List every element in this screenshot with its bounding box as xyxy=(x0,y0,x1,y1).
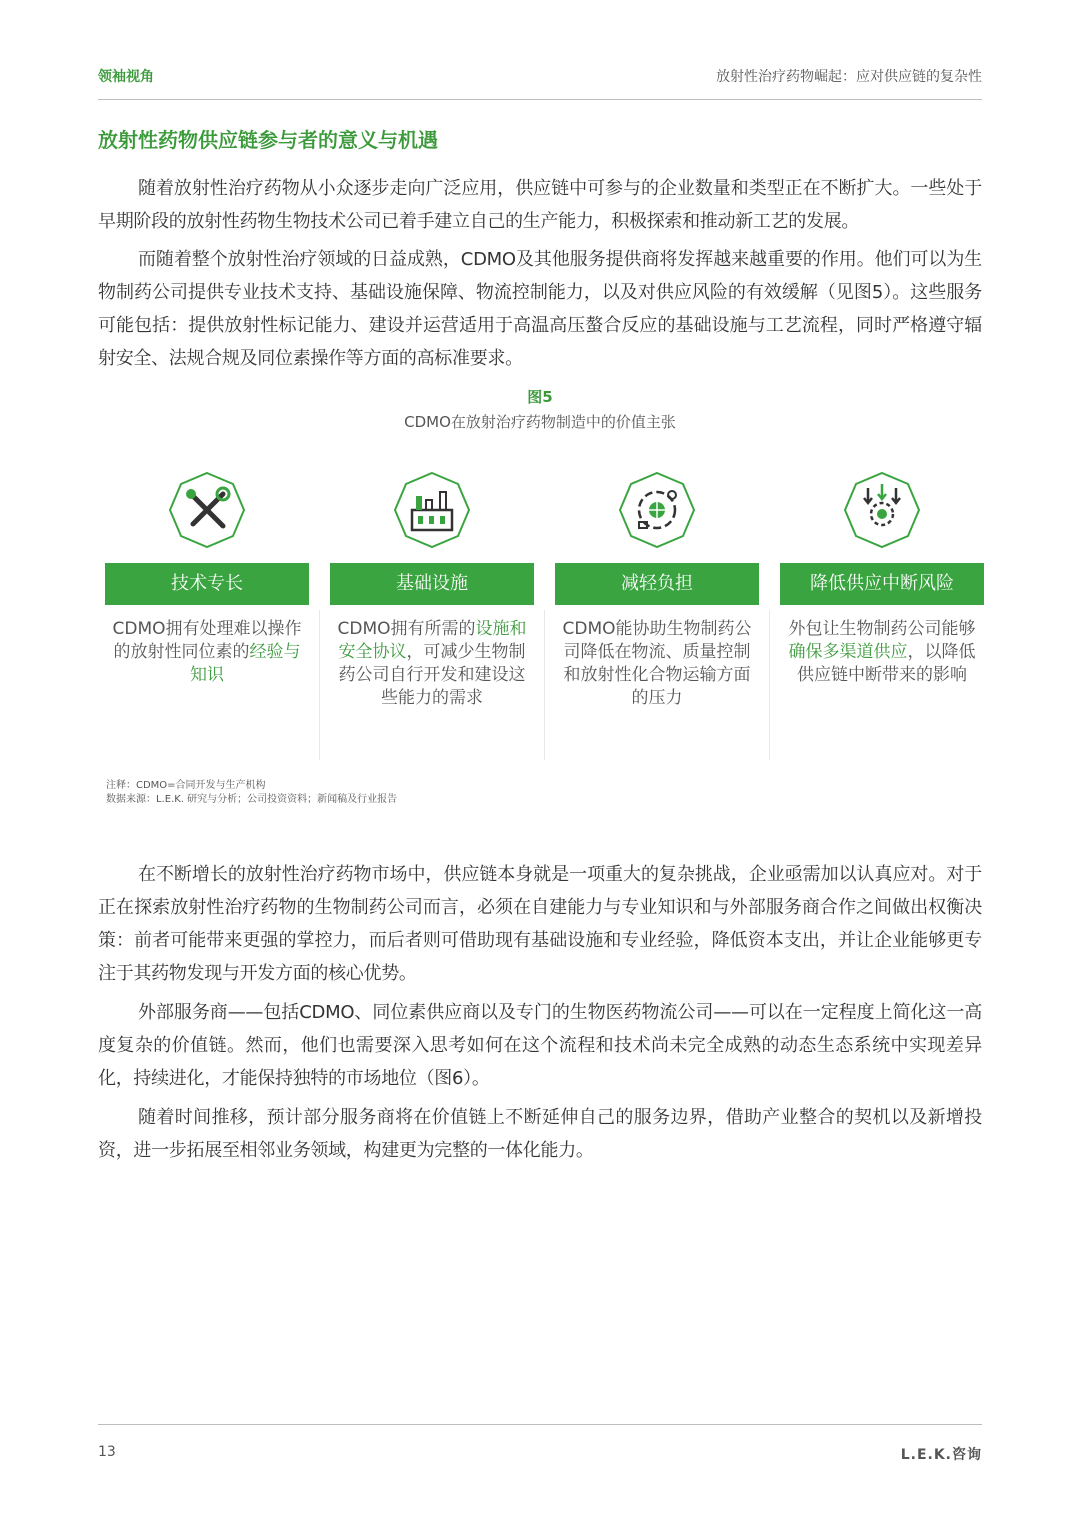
paragraph-1: 随着放射性治疗药物从小众逐步走向广泛应用，供应链中可参与的企业数量和类型正在不断扩大。一些处于早期阶段的放射性药物生物技术公司已着手建立自己的生产能力，积极探索和推动新工艺的发展。 xyxy=(98,178,982,232)
paragraph-3: 在不断增长的放射性治疗药物市场中，供应链本身就是一项重大的复杂挑战，企业亟需加以认真应对。对于正在探索放射性治疗药物的生物制药公司而言，必须在自建能力与专业知识和与外部服务商合作之间做出权衡决策：前者可能带来更强的掌控力，而后者则可借助现有基础设施和专业经验，降低资本支出，并让企业能够更专注于其药物发现与开发方面的核心优势。 xyxy=(98,864,982,984)
card-title: 降低供应中断风险 xyxy=(780,563,984,605)
card-divider xyxy=(319,610,320,760)
paragraph-2: 而随着整个放射性治疗领域的日益成熟，CDMO及其他服务提供商将发挥越来越重要的作用。他们可以为生物制药公司提供专业技术支持、基础设施保障、物流控制能力，以及对供应风险的有效缓解（见图5）。这些服务可能包括：提供放射性标记能力、建设并运营适用于高温高压螯合反应的基础设施与工艺流程，同时严格遵守辐射安全、法规合规及同位素操作等方面的高标准要求。 xyxy=(98,249,982,369)
card-divider xyxy=(769,610,770,760)
header-divider xyxy=(98,99,982,100)
figure-note: 注释：CDMO=合同开发与生产机构 xyxy=(106,780,266,791)
card-title: 技术专长 xyxy=(105,563,309,605)
card-divider xyxy=(544,610,545,760)
header-section-label: 领袖视角 xyxy=(98,69,154,85)
card-description: CDMO能协助生物制药公司降低在物流、质量控制和放射性化合物运输方面的压力 xyxy=(562,619,752,708)
card-title: 减轻负担 xyxy=(555,563,759,605)
paragraph-5: 随着时间推移，预计部分服务商将在价值链上不断延伸自己的服务边界，借助产业整合的契机以及新增投资，进一步拓展至相邻业务领域，构建更为完整的一体化能力。 xyxy=(98,1107,982,1161)
factory-icon xyxy=(392,470,472,550)
brand-logo-text: L.E.K.咨询 xyxy=(900,1447,982,1463)
figure-label: 图5 xyxy=(527,388,553,406)
value-card-technical-expertise xyxy=(105,470,309,770)
paragraph-4: 外部服务商——包括CDMO、同位素供应商以及专门的生物医药物流公司——可以在一定程度上简化这一高度复杂的价值链。然而，他们也需要深入思考如何在这个流程和技术尚未完全成熟的动态生态系统中实现差异化，持续进化，才能保持独特的市场地位（图6）。 xyxy=(98,1002,982,1089)
value-card-reduce-supply-risk xyxy=(780,470,984,770)
value-card-infrastructure xyxy=(330,470,534,770)
footer-divider xyxy=(98,1424,982,1425)
value-card-reduce-burden xyxy=(555,470,759,770)
global-logistics-icon xyxy=(617,470,697,550)
figure-source: 数据来源：L.E.K. 研究与分析；公司投资资料；新闻稿及行业报告 xyxy=(106,794,398,805)
card-description: CDMO拥有所需的设施和安全协议，可减少生物制药公司自行开发和建设这些能力的需求 xyxy=(337,619,527,708)
page-number: 13 xyxy=(98,1444,116,1460)
card-description: 外包让生物制药公司能够确保多渠道供应，以降低供应链中断带来的影响 xyxy=(788,619,976,685)
header-report-title: 放射性治疗药物崛起：应对供应链的复杂性 xyxy=(716,69,982,85)
risk-reduction-icon xyxy=(842,470,922,550)
tools-icon xyxy=(167,470,247,550)
card-title: 基础设施 xyxy=(330,563,534,605)
section-title: 放射性药物供应链参与者的意义与机遇 xyxy=(98,128,438,152)
card-description: CDMO拥有处理难以操作的放射性同位素的经验与知识 xyxy=(112,619,302,685)
figure-subtitle: CDMO在放射治疗药物制造中的价值主张 xyxy=(404,413,676,431)
